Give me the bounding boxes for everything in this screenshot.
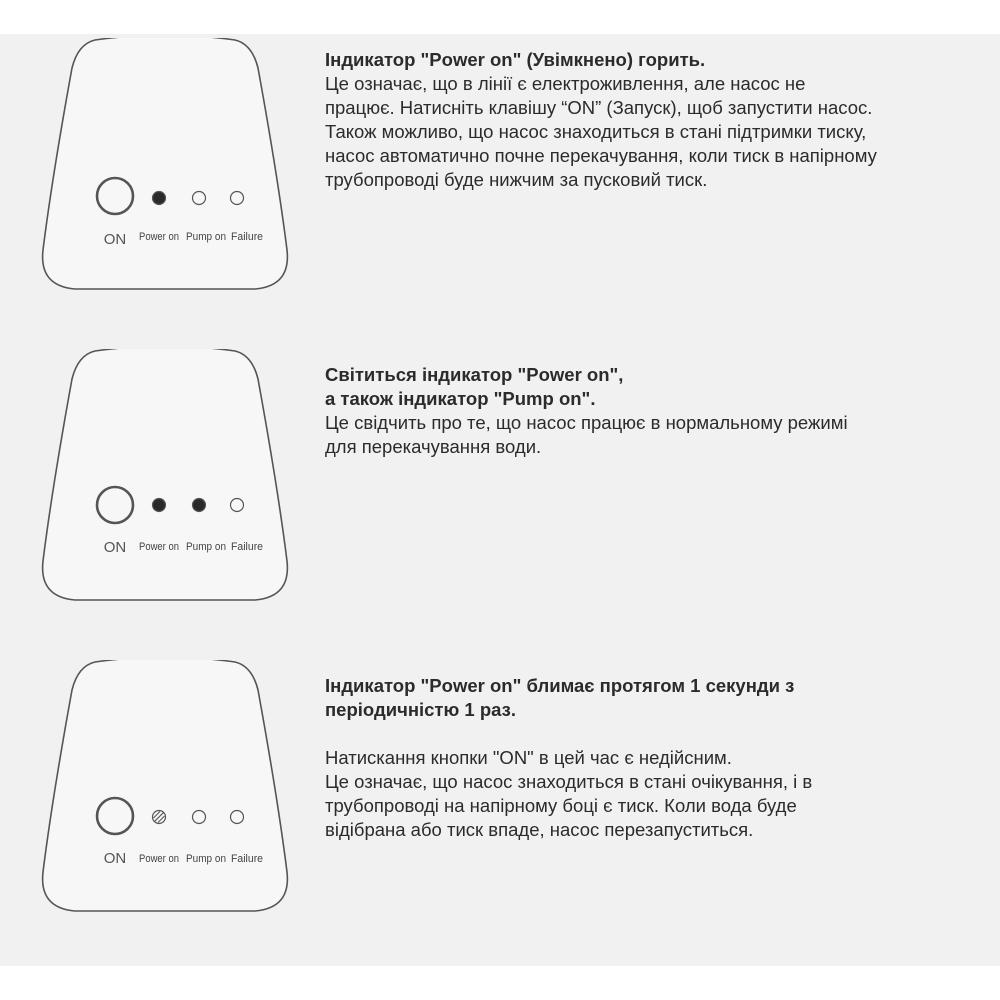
paragraph-gap: [325, 722, 975, 746]
section-title: Індикатор "Power on" (Увімкнено) горить.: [325, 49, 706, 70]
section-body: Натискання кнопки "ON" в цей час є недійсним. Це означає, що насос знаходиться в стані очікування, і в трубопроводі на напірному боці є тиск. Коли вода буде відібрана або тиск впаде, насос перезапуститься.: [325, 747, 813, 840]
section-power-on-blinking: [0, 660, 1000, 940]
on-button-label: ON: [103, 850, 127, 867]
section-description: [325, 363, 975, 459]
content-panel: [0, 34, 1000, 966]
power-on-indicator: [153, 499, 166, 512]
power-on-label: Power on: [139, 541, 179, 553]
device-outline: [40, 38, 290, 298]
failure-label: Failure: [231, 541, 263, 553]
control-panel-illustration: [40, 660, 290, 920]
on-button-label: ON: [103, 539, 127, 556]
control-panel-illustration: [40, 38, 290, 298]
pump-on-label: Pump on: [186, 541, 226, 553]
section-body: Це означає, що в лінії є електроживлення, але насос не працює. Натисніть клавішу “ON” (Запуск), щоб запустити насос. Також можливо, що насос знаходиться в стані підтримки тиску, насос автоматично почне перекачування, коли тиск в напірному трубопроводі буде нижчим за пусковий тиск.: [325, 73, 877, 190]
pump-on-label: Pump on: [186, 231, 226, 243]
power-on-indicator-blinking: [153, 811, 166, 824]
section-description: [325, 674, 975, 842]
section-power-on: [0, 38, 1000, 318]
section-pump-on: [0, 349, 1000, 629]
device-outline: [40, 660, 290, 920]
control-panel-illustration: [40, 349, 290, 609]
power-on-label: Power on: [139, 231, 179, 243]
pump-on-label: Pump on: [186, 853, 226, 865]
power-on-label: Power on: [139, 853, 179, 865]
section-title: Світиться індикатор "Power on", а також індикатор "Pump on".: [325, 364, 624, 409]
section-title: Індикатор "Power on" блимає протягом 1 секунди з періодичністю 1 раз.: [325, 675, 795, 720]
failure-label: Failure: [231, 853, 263, 865]
section-description: [325, 48, 975, 192]
device-outline: [40, 349, 290, 609]
power-on-indicator: [153, 192, 166, 205]
section-body: Це свідчить про те, що насос працює в нормальному режимі для перекачування води.: [325, 412, 848, 457]
pump-on-indicator: [193, 499, 206, 512]
failure-label: Failure: [231, 231, 263, 243]
on-button-label: ON: [103, 231, 127, 248]
